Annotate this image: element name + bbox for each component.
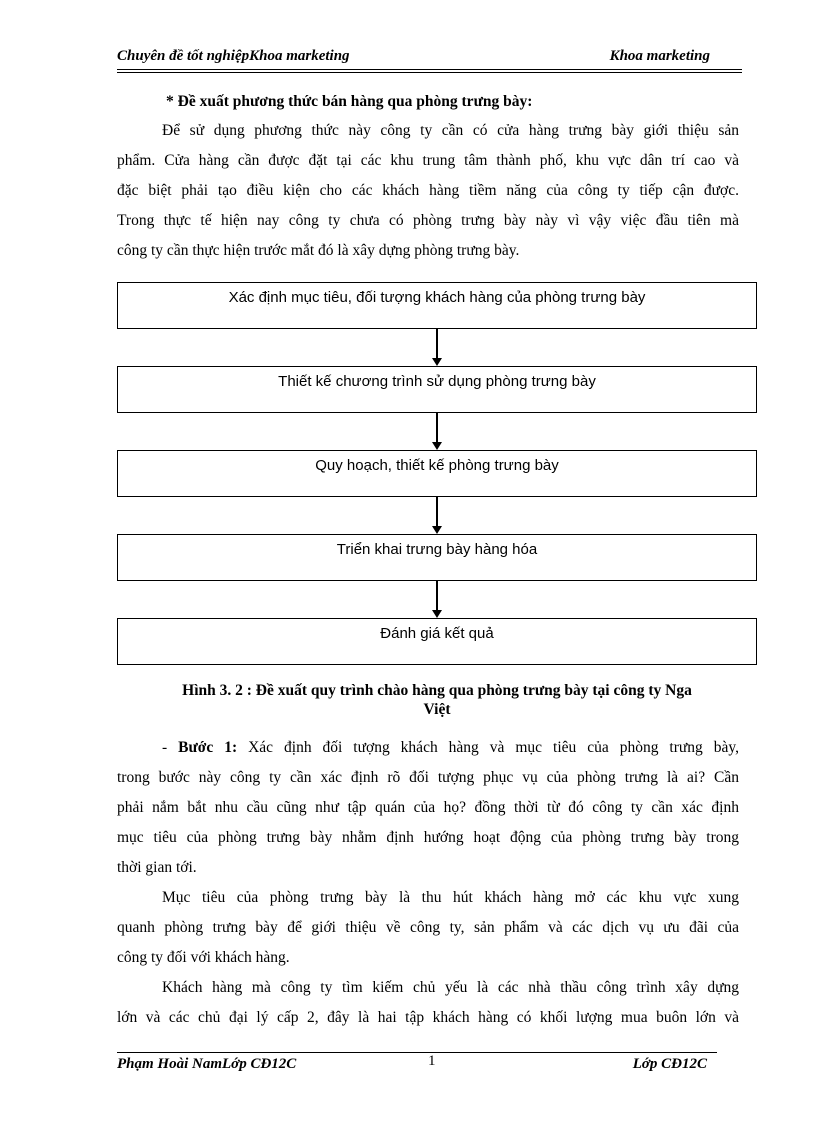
para3-line: Mục tiêu của phòng trưng bày là thu hút khách hàng mở các khu vực xung bbox=[162, 889, 739, 906]
footer-rule bbox=[117, 1052, 717, 1053]
header-rule bbox=[117, 69, 742, 70]
flow-arrowhead bbox=[432, 526, 442, 534]
flow-step-4: Triển khai trưng bày hàng hóa bbox=[117, 534, 757, 581]
para4-line: Khách hàng mà công ty tìm kiếm chủ yếu là các nhà thầu công trình xây dựng bbox=[162, 979, 739, 996]
section-heading: * Đề xuất phương thức bán hàng qua phòng trưng bày: bbox=[166, 93, 533, 110]
step1-line: thời gian tới. bbox=[117, 859, 197, 876]
flow-step-5: Đánh giá kết quả bbox=[117, 618, 757, 665]
flow-arrow bbox=[436, 413, 438, 442]
figure-caption-line2: Việt bbox=[423, 701, 451, 718]
flow-arrow bbox=[436, 581, 438, 610]
flow-arrowhead bbox=[432, 610, 442, 618]
para1-line: phẩm. Cửa hàng cần được đặt tại các khu trung tâm thành phố, khu vực dân trí cao và bbox=[117, 152, 739, 169]
page-number: 1 bbox=[428, 1053, 436, 1069]
step1-label: Bước 1: bbox=[178, 739, 238, 756]
step1-line: phải nắm bắt nhu cầu cũng như tập quán của họ? đồng thời từ đó công ty cần xác định bbox=[117, 799, 739, 816]
page-footer bbox=[117, 1053, 717, 1076]
header-rule-thin bbox=[117, 72, 742, 73]
para3-line: công ty đối với khách hàng. bbox=[117, 949, 290, 966]
step1-first-rest: Xác định đối tượng khách hàng và mục tiêu của phòng trưng bày, bbox=[237, 739, 739, 756]
flow-step-2: Thiết kế chương trình sử dụng phòng trưng bày bbox=[117, 366, 757, 413]
flow-step-1: Xác định mục tiêu, đối tượng khách hàng của phòng trưng bày bbox=[117, 282, 757, 329]
header-left: Chuyên đề tốt nghiệpKhoa marketing bbox=[117, 48, 350, 64]
para1-line: đặc biệt phải tạo điều kiện cho các khách hàng tiềm năng của công ty tiếp cận được. bbox=[117, 182, 739, 199]
figure-caption-line1: Hình 3. 2 : Đề xuất quy trình chào hàng qua phòng trưng bày tại công ty Nga bbox=[182, 682, 692, 699]
footer-left: Phạm Hoài NamLớp CĐ12C bbox=[117, 1056, 297, 1072]
para4-line: lớn và các chủ đại lý cấp 2, đây là hai tập khách hàng có khối lượng mua buôn lớn và bbox=[117, 1009, 739, 1026]
step1-first-line bbox=[162, 738, 739, 758]
para1-line: Trong thực tế hiện nay công ty chưa có phòng trưng bày này vì vậy việc đầu tiên mà bbox=[117, 212, 739, 229]
flow-arrow bbox=[436, 329, 438, 358]
step1-line: mục tiêu của phòng trưng bày nhằm định hướng hoạt động của phòng trưng bày trong bbox=[117, 829, 739, 846]
footer-right: Lớp CĐ12C bbox=[632, 1056, 707, 1072]
header-right: Khoa marketing bbox=[609, 48, 710, 64]
para3-line: quanh phòng trưng bày để giới thiệu về công ty, sản phẩm và các dịch vụ ưu đãi của bbox=[117, 919, 739, 936]
flow-arrow bbox=[436, 497, 438, 526]
step1-line: trong bước này công ty cần xác định rõ đối tượng phục vụ của phòng trưng là ai? Cần bbox=[117, 769, 739, 786]
step1-prefix: - bbox=[162, 739, 179, 756]
flow-arrowhead bbox=[432, 358, 442, 366]
para1-line: công ty cần thực hiện trước mắt đó là xây dựng phòng trưng bày. bbox=[117, 242, 520, 259]
flow-arrowhead bbox=[432, 442, 442, 450]
para1-line: Để sử dụng phương thức này công ty cần có cửa hàng trưng bày giới thiệu sản bbox=[162, 122, 739, 139]
page-header bbox=[117, 48, 742, 70]
flow-step-3: Quy hoạch, thiết kế phòng trưng bày bbox=[117, 450, 757, 497]
